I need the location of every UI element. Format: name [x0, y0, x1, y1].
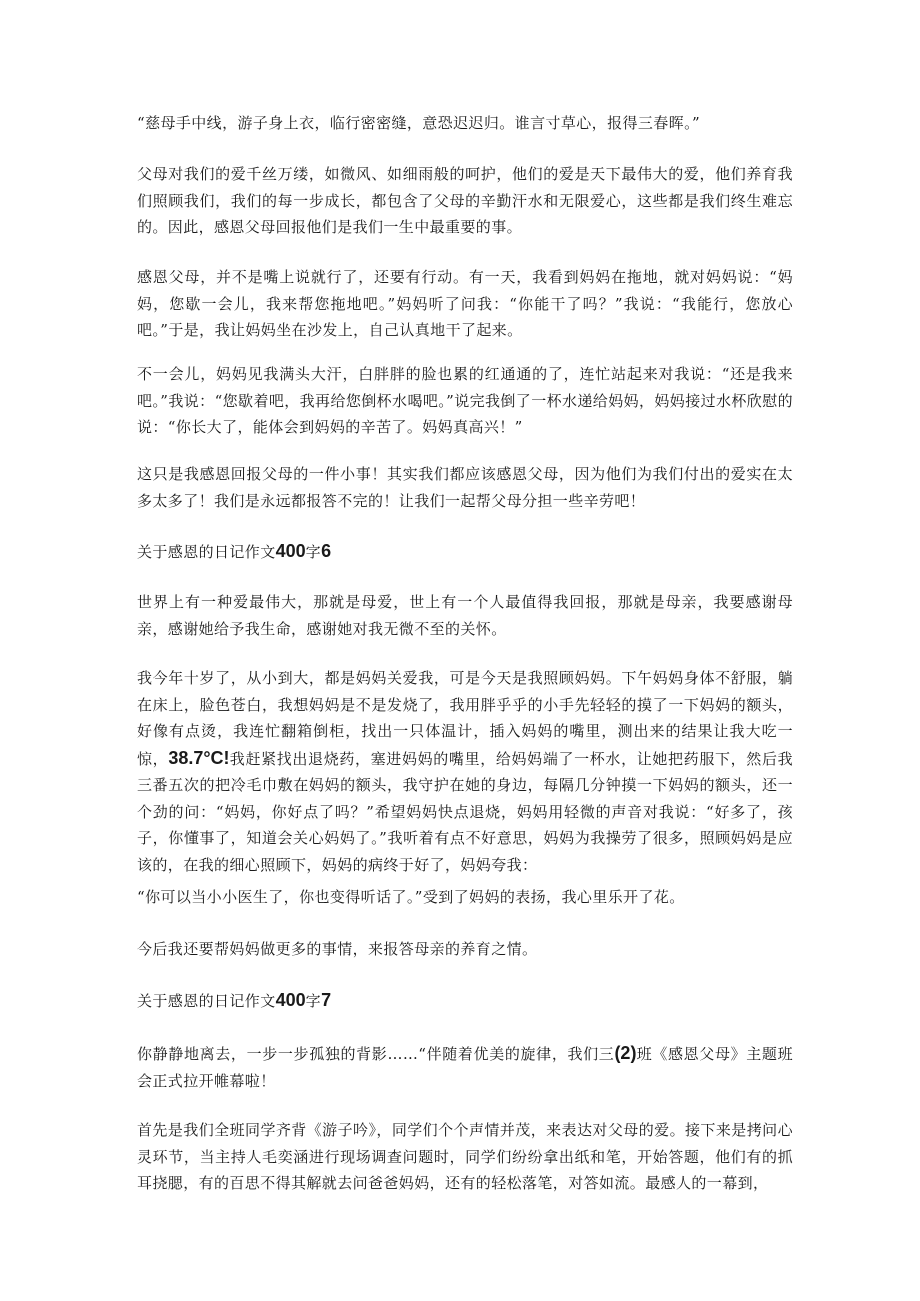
paragraph-small-thing: 这只是我感恩回报父母的一件小事！其实我们都应该感恩父母，因为他们为我们付出的爱实在太多太多了！我们是永远都报答不完的！让我们一起帮父母分担一些辛劳吧！: [137, 465, 793, 510]
class-number: (2): [614, 1043, 637, 1063]
heading-7-index: 7: [321, 990, 332, 1010]
paragraph-mopping: 感恩父母，并不是嘴上说就行了，还要有行动。有一天，我看到妈妈在拖地，就对妈妈说：“妈妈，您歇一会儿，我来帮您拖地吧。”妈妈听了问我：“你能干了吗？”我说：“我能行，您放心吧。”于是，我让妈妈坐在沙发上，自己认真地干了起来。: [137, 268, 793, 339]
heading-6-unit: 字: [305, 543, 322, 561]
heading-7-unit: 字: [305, 992, 322, 1010]
paragraph-future: 今后我还要帮妈妈做更多的事情，来报答母亲的养育之情。: [137, 940, 538, 958]
section-heading-7: [137, 987, 331, 1014]
paragraph-little-doctor: “你可以当小小医生了，你也变得听话了。”受到了妈妈的表扬，我心里乐开了花。: [137, 888, 685, 906]
caring-text-before: 我今年十岁了，从小到大，都是妈妈关爱我，可是今天是我照顾妈妈。下午妈妈身体不舒服，躺在床上，脸色苍白，我想妈妈是不是发烧了，我用胖乎乎的小手先轻轻的摸了一下妈妈的额头，好像有点烫，我连忙翻箱倒柜，找出一只体温计，插入妈妈的嘴里，测出来的结果让我大吃一惊，: [137, 669, 793, 768]
meeting-text-before: 你静静地离去，一步一步孤独的背影……“伴随着优美的旋律，我们三: [137, 1045, 615, 1063]
meeting-text-after: 班《感恩父母》主题班会正式拉开帷幕啦！: [137, 1045, 793, 1090]
paragraph-mother-praise: 不一会儿，妈妈见我满头大汗，白胖胖的脸也累的红通通的了，连忙站起来对我说：“还是我来吧。”我说：“您歇着吧，我再给您倒杯水喝吧。”说完我倒了一杯水递给妈妈，妈妈接过水杯欣慰的说：“你长大了，能体会到妈妈的辛苦了。妈妈真高兴！”: [137, 365, 794, 436]
heading-6-count: 400: [275, 541, 306, 561]
heading-6-index: 6: [321, 541, 332, 561]
heading-7-count: 400: [275, 990, 306, 1010]
paragraph-recitation: 首先是我们全班同学齐背《游子吟》，同学们个个声情并茂，来表达对父母的爱。接下来是拷问心灵环节，当主持人毛奕涵进行现场调查问题时，同学们纷纷拿出纸和笔，开始答题，他们有的抓耳挠腮，有的百思不得其解就去问爸爸妈妈，还有的轻松落笔，对答如流。最感人的一幕到，: [137, 1121, 793, 1192]
poem-quote: “慈母手中线，游子身上衣，临行密密缝，意恐迟迟归。谁言寸草心，报得三春晖。”: [137, 114, 701, 132]
caring-text-after: 我赶紧找出退烧药，塞进妈妈的嘴里，给妈妈端了一杯水，让她把药服下，然后我三番五次的把冷毛巾敷在妈妈的额头，我守护在她的身边，每隔几分钟摸一下妈妈的额头，还一个劲的问：“妈妈，你好点了吗？”希望妈妈快点退烧，妈妈用轻微的声音对我说：“好多了，孩子，你懂事了，知道会关心妈妈了。”我听着有点不好意思，妈妈为我操劳了很多，照顾妈妈是应该的，在我的细心照顾下，妈妈的病终于好了，妈妈夸我：: [137, 749, 793, 874]
heading-6-prefix: 关于感恩的日记作文: [137, 543, 276, 561]
paragraph-mother-love: 世界上有一种爱最伟大，那就是母爱，世上有一个人最值得我回报，那就是母亲，我要感谢母亲，感谢她给予我生命，感谢她对我无微不至的关怀。: [137, 593, 793, 638]
temperature-reading: 38.7°C!: [168, 747, 230, 768]
paragraph-class-meeting: [137, 1040, 793, 1094]
heading-7-prefix: 关于感恩的日记作文: [137, 992, 276, 1010]
paragraph-parents-love: 父母对我们的爱千丝万缕，如微风、如细雨般的呵护，他们的爱是天下最伟大的爱，他们养育我们照顾我们，我们的每一步成长，都包含了父母的辛勤汗水和无限爱心，这些都是我们终生难忘的。因此，感恩父母回报他们是我们一生中最重要的事。: [137, 165, 793, 236]
paragraph-caring-mother: [137, 665, 793, 878]
section-heading-6: [137, 538, 331, 565]
